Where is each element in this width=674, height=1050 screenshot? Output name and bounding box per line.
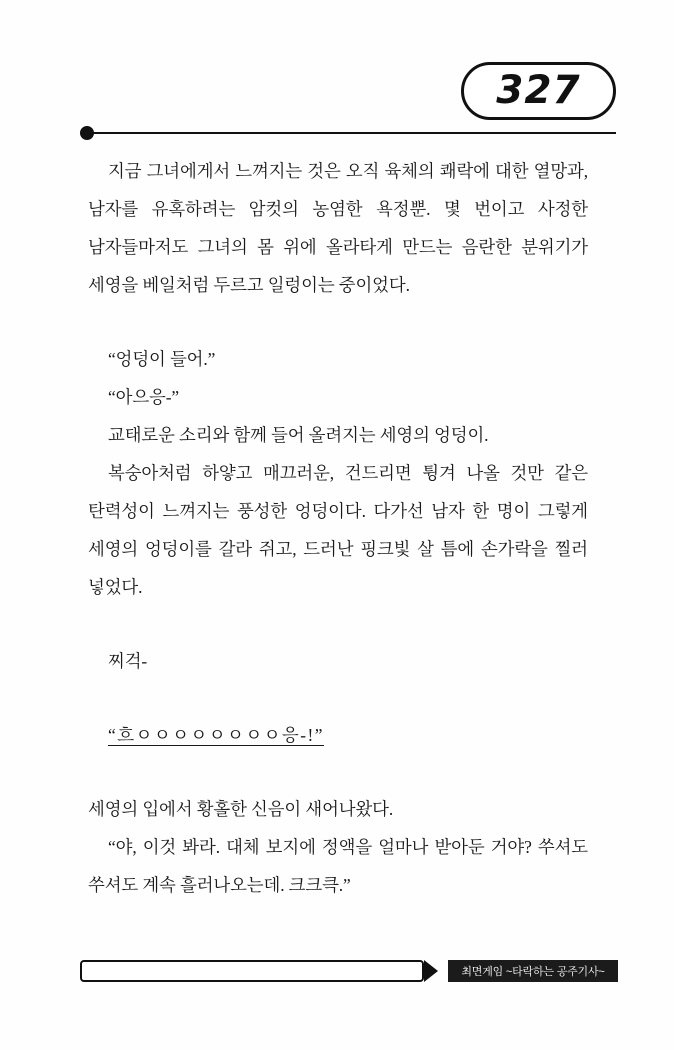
- series-title-label: 최면게임 ~타락하는 공주기사~: [448, 960, 618, 982]
- footer-bar-decoration: [80, 960, 424, 982]
- paragraph: 지금 그녀에게서 느껴지는 것은 오직 육체의 쾌락에 대한 열망과, 남자를 유혹하려는 암컷의 농염한 욕정뿐. 몇 번이고 사정한 남자들마저도 그녀의 몸 위에 올라타게 만드는 음란한 분위기가 세영을 베일처럼 두르고 일렁이는 중이었다.: [88, 161, 588, 295]
- sound-effect-line: 찌걱-: [108, 651, 148, 671]
- emphasized-dialogue-line: “흐ㅇㅇㅇㅇㅇㅇㅇㅇ응-!”: [108, 725, 325, 745]
- footer-arrow-icon: [424, 960, 438, 982]
- paragraph: 세영의 입에서 황홀한 신음이 새어나왔다.: [88, 799, 394, 819]
- dialogue-line: “야, 이것 봐라. 대체 보지에 정액을 얼마나 받아둔 거야? 쑤셔도 쑤셔도 계속 흘러나오는데. 크크큭.”: [88, 837, 588, 895]
- page-number-badge: [461, 62, 616, 120]
- page-number: 327: [496, 67, 581, 113]
- paragraph: 복숭아처럼 하얗고 매끄러운, 건드리면 튕겨 나올 것만 같은 탄력성이 느껴지는 풍성한 엉덩이다. 다가선 남자 한 명이 그렇게 세영의 엉덩이를 갈라 쥐고, 드러난 핑크빛 살 틈에 손가락을 찔러 넣었다.: [88, 463, 588, 597]
- paragraph-spacer: [88, 754, 588, 790]
- paragraph-spacer: [88, 680, 588, 716]
- page-content: [88, 152, 588, 904]
- dialogue-line: “아으응-”: [108, 387, 180, 407]
- page-footer: [80, 960, 618, 986]
- header-divider-line: [88, 132, 616, 134]
- paragraph-spacer: [88, 606, 588, 642]
- paragraph-spacer: [88, 304, 588, 340]
- paragraph: 교태로운 소리와 함께 들어 올려지는 세영의 엉덩이.: [108, 425, 489, 445]
- header-bullet-dot-icon: [80, 126, 94, 140]
- dialogue-line: “엉덩이 들어.”: [108, 349, 216, 369]
- page-header: [0, 62, 674, 142]
